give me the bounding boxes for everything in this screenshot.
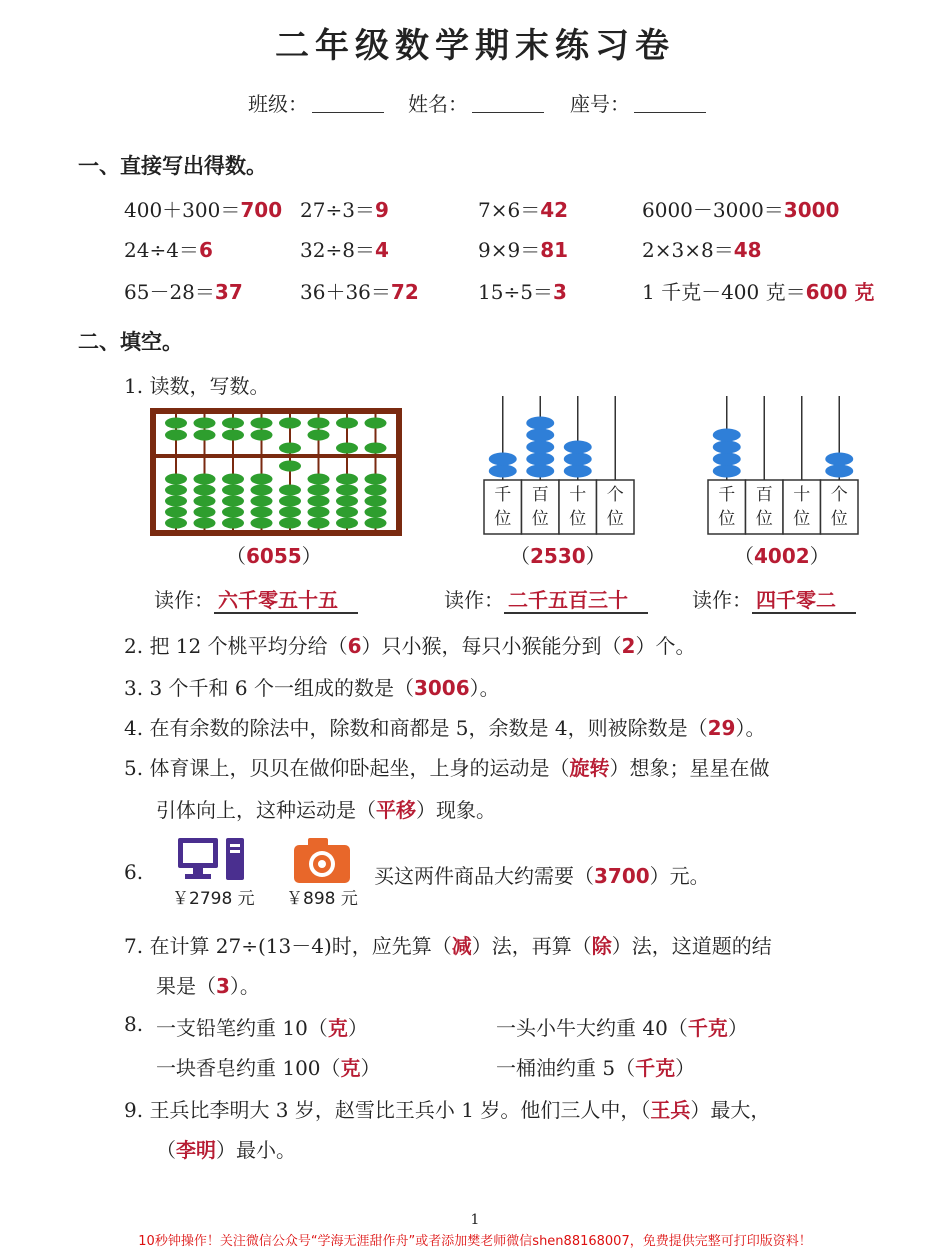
abacus-bead	[308, 430, 330, 441]
abacus-bead	[279, 507, 301, 518]
paren-open: （	[510, 544, 530, 568]
read-3	[692, 584, 856, 613]
q9-answer-2: 李明	[176, 1138, 216, 1162]
q5-answer-1: 旋转	[569, 756, 610, 780]
calc-item	[478, 194, 568, 223]
abacus-bead	[308, 474, 330, 485]
abacus-bead	[194, 518, 216, 529]
calc-item	[478, 234, 568, 263]
q7-text: ）。	[229, 974, 260, 998]
question-1-label: 1. 读数，写数。	[124, 374, 270, 398]
place-label: 百	[531, 485, 549, 505]
calc-item	[300, 234, 389, 263]
abacus-bead	[251, 507, 273, 518]
computer-icon	[176, 836, 250, 886]
name-field	[408, 88, 544, 117]
abacus-bead	[365, 474, 387, 485]
q8-item	[496, 1012, 748, 1041]
q7-answer-3: 3	[216, 974, 230, 998]
abacus-bead	[365, 496, 387, 507]
read-answer: 二千五百三十	[504, 588, 648, 614]
calc-answer: 37	[214, 280, 243, 304]
place-label: 千	[718, 485, 736, 505]
calc-answer: 48	[733, 238, 762, 262]
counter-bead	[713, 465, 741, 478]
calc-item	[478, 276, 567, 305]
abacus-bead	[251, 485, 273, 496]
abacus-bead	[222, 485, 244, 496]
camera-icon	[292, 836, 352, 886]
calc-question: 2×3×8＝	[642, 238, 734, 262]
abacus-bead	[308, 496, 330, 507]
counter2-answer-box	[734, 540, 830, 569]
q8-text: ）	[675, 1056, 696, 1080]
place-label: 千	[494, 485, 512, 505]
abacus-bead	[194, 474, 216, 485]
abacus-answer: 6055	[246, 544, 302, 568]
abacus-bead	[308, 485, 330, 496]
q3-text: 3. 3 个千和 6 个一组成的数是（	[124, 676, 414, 700]
q7-text: ）法，再算（	[471, 934, 592, 958]
abacus-bead	[165, 496, 187, 507]
question-5-line-1	[124, 752, 769, 781]
counter-bead	[825, 453, 853, 466]
abacus-bead	[279, 443, 301, 454]
q8-text: ）	[727, 1016, 748, 1040]
abacus-bead	[365, 518, 387, 529]
counter-bead	[713, 429, 741, 442]
abacus-bead	[279, 461, 301, 472]
place-label: 位	[755, 509, 773, 529]
calc-answer: 42	[540, 198, 569, 222]
camera-price: ￥898 元	[286, 889, 358, 909]
abacus-bead	[251, 430, 273, 441]
seat-blank[interactable]	[634, 94, 706, 113]
read-label: 读作：	[444, 588, 504, 612]
abacus	[150, 408, 402, 536]
abacus-bead	[308, 418, 330, 429]
question-7-line-2	[156, 970, 260, 999]
q2-text: ）只小猴，每只小猴能分到（	[361, 634, 622, 658]
q9-text: （	[156, 1138, 176, 1162]
q8-text: 一支铅笔约重 10（	[156, 1016, 328, 1040]
calc-question: 1 千克－400 克＝	[642, 280, 806, 304]
abacus-bead	[336, 485, 358, 496]
abacus-bead	[308, 518, 330, 529]
calc-item	[300, 194, 389, 223]
section2-heading: 二、填空。	[78, 330, 183, 354]
read-2	[444, 584, 648, 613]
q9-text: 9. 王兵比李明大 3 岁，赵雪比王兵小 1 岁。他们三人中，（	[124, 1098, 651, 1122]
abacus-bead	[222, 430, 244, 441]
abacus-bead	[194, 430, 216, 441]
abacus-bead	[165, 430, 187, 441]
paren-close: ）	[301, 544, 322, 568]
calc-question: 24÷4＝	[124, 238, 199, 262]
q7-text: ）法，这道题的结	[611, 934, 772, 958]
counter-bead	[713, 453, 741, 466]
seat-field	[570, 88, 706, 117]
question-2	[124, 630, 695, 659]
counter-bead	[489, 453, 517, 466]
abacus-bead	[222, 507, 244, 518]
counter2-answer: 4002	[754, 544, 810, 568]
calc-answer: 9	[374, 198, 389, 222]
q5-text: 5. 体育课上，贝贝在做仰卧起坐，上身的运动是（	[124, 756, 570, 780]
q8-answer: 千克	[687, 1016, 728, 1040]
question-4	[124, 712, 765, 741]
counter-2	[706, 394, 860, 536]
calc-answer: 4	[374, 238, 389, 262]
abacus-bead	[308, 507, 330, 518]
q3-text: ）。	[469, 676, 500, 700]
paren-close: ）	[809, 544, 830, 568]
q8-item	[156, 1052, 381, 1081]
calc-item	[300, 276, 419, 305]
read-label: 读作：	[692, 588, 752, 612]
calc-answer: 6	[198, 238, 213, 262]
place-label: 位	[494, 509, 512, 529]
q9-answer-1: 王兵	[650, 1098, 691, 1122]
q9-text: ）最大，	[690, 1098, 771, 1122]
calc-answer: 3000	[783, 198, 840, 222]
calc-answer: 3	[552, 280, 567, 304]
abacus-bead	[365, 418, 387, 429]
q2-answer-2: 2	[621, 634, 636, 658]
abacus-bead	[365, 507, 387, 518]
q5-text: ）想象；星星在做	[609, 756, 770, 780]
q7-answer-1: 减	[451, 934, 472, 958]
name-blank[interactable]	[472, 94, 544, 113]
place-label: 个	[830, 485, 848, 505]
abacus-bead	[251, 474, 273, 485]
q6-text: ）元。	[649, 864, 710, 888]
abacus-bead	[194, 418, 216, 429]
place-label: 十	[793, 485, 811, 505]
abacus-bead	[165, 474, 187, 485]
seat-label: 座号：	[570, 92, 630, 116]
abacus-bead	[222, 418, 244, 429]
q8-answer: 克	[340, 1056, 361, 1080]
calc-item	[124, 234, 213, 263]
calc-question: 27÷3＝	[300, 198, 375, 222]
question-5-line-2	[156, 794, 496, 823]
class-field	[248, 88, 384, 117]
calc-question: 7×6＝	[478, 198, 541, 222]
q5-answer-2: 平移	[376, 798, 416, 822]
place-label: 位	[531, 509, 549, 529]
question-9-line-1	[124, 1094, 770, 1123]
class-label: 班级：	[248, 92, 308, 116]
counter-bead	[564, 465, 592, 478]
counter-1-rods	[484, 396, 634, 534]
abacus-bead	[251, 496, 273, 507]
counter-bead	[526, 453, 554, 466]
calc-question: 400＋300＝	[124, 198, 241, 222]
q2-text: ）个。	[635, 634, 696, 658]
calc-answer: 72	[390, 280, 419, 304]
place-label: 位	[569, 509, 587, 529]
abacus-bead	[194, 485, 216, 496]
question-9-line-2	[156, 1134, 296, 1163]
section1-heading: 一、直接写出得数。	[78, 154, 267, 178]
q4-answer: 29	[707, 716, 736, 740]
q7-text: 7. 在计算 27÷(13－4)时，应先算（	[124, 934, 452, 958]
page-title: 二年级数学期末练习卷	[275, 26, 675, 66]
q6-answer: 3700	[594, 864, 650, 888]
abacus-bead	[165, 507, 187, 518]
abacus-bead	[222, 496, 244, 507]
calc-answer: 700	[240, 198, 283, 222]
q2-answer-1: 6	[347, 634, 362, 658]
counter-bead	[564, 453, 592, 466]
counter1-answer: 2530	[530, 544, 586, 568]
counter-2-rods	[708, 396, 858, 534]
place-label: 百	[755, 485, 773, 505]
footer-promo: 10秒钟操作！关注微信公众号“学海无涯甜作舟”或者添加樊老师微信shen88168007，免费提供完整可打印版资料！	[138, 1234, 812, 1249]
paren-open: （	[226, 544, 246, 568]
calc-question: 65－28＝	[124, 280, 215, 304]
abacus-bead	[279, 496, 301, 507]
counter-1	[482, 394, 636, 536]
abacus-bead	[222, 474, 244, 485]
counter-bead	[713, 441, 741, 454]
question-6-number: 6.	[124, 860, 144, 884]
abacus-bead	[165, 518, 187, 529]
page-number: 1	[470, 1212, 480, 1228]
place-label: 个	[606, 485, 624, 505]
class-blank[interactable]	[312, 94, 384, 113]
calc-question: 15÷5＝	[478, 280, 553, 304]
calc-answer: 81	[540, 238, 569, 262]
counter1-answer-box	[510, 540, 606, 569]
place-label: 位	[793, 509, 811, 529]
q2-text: 2. 把 12 个桃平均分给（	[124, 634, 348, 658]
q7-answer-2: 除	[591, 934, 612, 958]
abacus-bead	[336, 418, 358, 429]
place-label: 位	[830, 509, 848, 529]
computer-price: ￥2798 元	[172, 889, 255, 909]
q8-text: ）	[360, 1056, 381, 1080]
q8-item	[156, 1012, 368, 1041]
paren-close: ）	[585, 544, 606, 568]
counter-bead	[489, 465, 517, 478]
q8-answer: 千克	[635, 1056, 676, 1080]
calc-item	[642, 194, 839, 223]
abacus-bead	[336, 518, 358, 529]
counter-bead	[825, 465, 853, 478]
read-answer: 四千零二	[752, 588, 856, 614]
calc-question: 6000－3000＝	[642, 198, 784, 222]
q8-text: ）	[347, 1016, 368, 1040]
question-3	[124, 672, 500, 701]
q8-text: 一块香皂约重 100（	[156, 1056, 341, 1080]
q5-text: 引体向上，这种运动是（	[156, 798, 376, 822]
abacus-bead	[222, 518, 244, 529]
abacus-bead	[165, 418, 187, 429]
abacus-bead	[365, 443, 387, 454]
counter-bead	[526, 417, 554, 430]
calc-question: 32÷8＝	[300, 238, 375, 262]
q8-item	[496, 1052, 695, 1081]
calc-question: 9×9＝	[478, 238, 541, 262]
abacus-bead	[165, 485, 187, 496]
counter-bead	[526, 429, 554, 442]
abacus-bead	[336, 496, 358, 507]
question-6	[374, 860, 710, 889]
q4-text: 4. 在有余数的除法中，除数和商都是 5，余数是 4，则被除数是（	[124, 716, 708, 740]
read-answer: 六千零五十五	[214, 588, 358, 614]
place-label: 十	[569, 485, 587, 505]
abacus-bead	[336, 507, 358, 518]
counter-bead	[526, 441, 554, 454]
abacus-bead	[194, 496, 216, 507]
q8-answer: 克	[327, 1016, 348, 1040]
abacus-frame	[153, 411, 399, 533]
calc-item	[642, 234, 762, 263]
abacus-bead	[251, 518, 273, 529]
name-label: 姓名：	[408, 92, 468, 116]
q6-text: 买这两件商品大约需要（	[374, 864, 594, 888]
paren-open: （	[734, 544, 754, 568]
calc-item	[124, 194, 282, 223]
abacus-bead	[279, 418, 301, 429]
question-7-line-1	[124, 930, 772, 959]
abacus-answer-box	[226, 540, 322, 569]
counter-bead	[526, 465, 554, 478]
abacus-bead	[194, 507, 216, 518]
q8-text: 一桶油约重 5（	[496, 1056, 636, 1080]
abacus-bead	[251, 418, 273, 429]
abacus-bead	[336, 474, 358, 485]
q5-text: ）现象。	[416, 798, 496, 822]
read-label: 读作：	[154, 588, 214, 612]
counter-bead	[564, 441, 592, 454]
calc-answer: 600 克	[805, 280, 875, 304]
abacus-bead	[279, 518, 301, 529]
q3-answer: 3006	[413, 676, 470, 700]
read-1	[154, 584, 358, 613]
question-8-number: 8.	[124, 1012, 144, 1036]
abacus-bead	[336, 443, 358, 454]
calc-item	[642, 276, 874, 305]
abacus-bead	[365, 485, 387, 496]
q9-text: ）最小。	[216, 1138, 296, 1162]
place-label: 位	[718, 509, 736, 529]
calc-item	[124, 276, 243, 305]
q4-text: ）。	[735, 716, 766, 740]
q8-text: 一头小牛大约重 40（	[496, 1016, 688, 1040]
place-label: 位	[606, 509, 624, 529]
calc-question: 36＋36＝	[300, 280, 391, 304]
q7-text: 果是（	[156, 974, 216, 998]
abacus-bead	[279, 485, 301, 496]
